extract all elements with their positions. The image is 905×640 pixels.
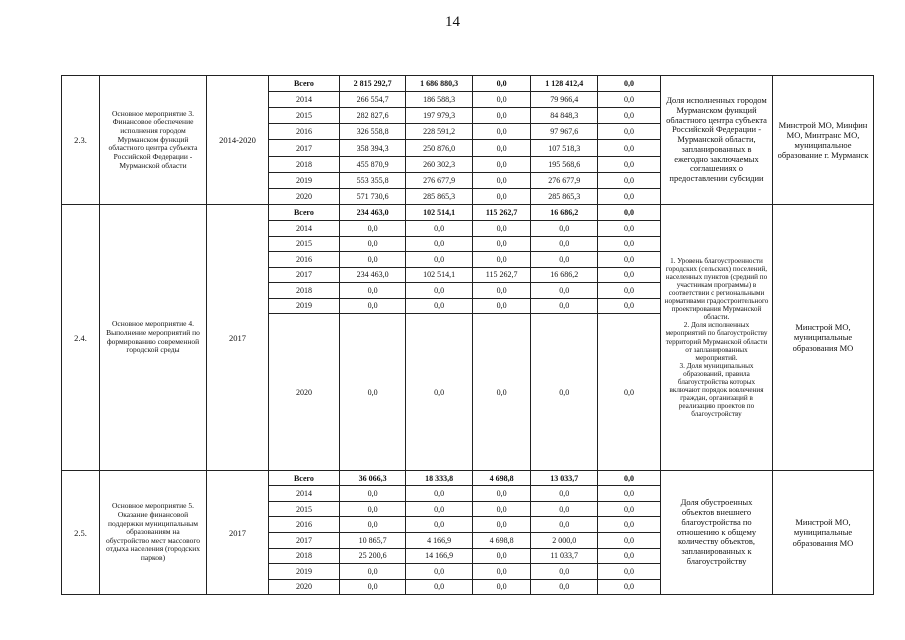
finance-year-cell: 2016 — [269, 252, 339, 268]
finance-value-cell: 16 686,2 — [531, 205, 597, 221]
finance-value-cell: 0,0 — [339, 564, 405, 580]
indicator-item: 1. Уровень благоустроенности городских (сельских) поселений, населенных пунктов (средний по участникам программы) в соответствии с региональными нормативами градостроительного проектирования Мурманской области. — [664, 256, 769, 322]
finance-value-cell: 0,0 — [531, 236, 597, 252]
finance-value-cell: 0,0 — [472, 124, 531, 140]
page-number: 14 — [445, 14, 460, 30]
finance-value-cell: 1 128 412,4 — [531, 76, 597, 91]
finance-year-row — [269, 108, 660, 124]
indicator-text — [661, 205, 773, 471]
finance-year-cell: Всего — [269, 76, 339, 91]
finance-year-cell: 2016 — [269, 517, 339, 533]
finance-value-cell: 0,0 — [339, 236, 405, 252]
finance-value-cell: 0,0 — [597, 156, 660, 172]
finance-value-cell: 0,0 — [406, 252, 472, 268]
finance-value-cell: 14 166,9 — [406, 548, 472, 564]
finance-year-row — [269, 579, 660, 594]
finance-value-cell: 36 066,3 — [339, 471, 405, 486]
finance-value-cell: 276 677,9 — [406, 172, 472, 188]
finance-value-cell: 0,0 — [472, 283, 531, 299]
finance-value-cell: 1 686 880,3 — [406, 76, 472, 91]
finance-value-cell: 13 033,7 — [531, 471, 597, 486]
finance-total-row — [269, 205, 660, 221]
finance-value-cell: 0,0 — [597, 108, 660, 124]
finance-year-cell: 2020 — [269, 189, 339, 204]
finance-year-row — [269, 156, 660, 172]
finance-year-cell: 2015 — [269, 236, 339, 252]
finance-value-cell: 0,0 — [406, 501, 472, 517]
finance-value-cell: 186 588,3 — [406, 91, 472, 107]
finance-value-cell: 115 262,7 — [472, 267, 531, 283]
finance-value-cell: 0,0 — [531, 252, 597, 268]
finance-value-cell: 0,0 — [597, 314, 660, 471]
finance-value-cell: 4 698,8 — [472, 532, 531, 548]
finance-value-cell: 2 000,0 — [531, 532, 597, 548]
finance-year-cell: 2017 — [269, 267, 339, 283]
finance-value-cell: 0,0 — [339, 252, 405, 268]
finance-value-cell: 0,0 — [472, 564, 531, 580]
finance-value-cell: 0,0 — [472, 548, 531, 564]
finance-value-cell: 102 514,1 — [406, 267, 472, 283]
finance-cell — [269, 471, 661, 595]
finance-year-cell: 2018 — [269, 156, 339, 172]
executor: Минстрой МО, муниципальные образования МО — [773, 471, 874, 595]
finance-year-cell: 2015 — [269, 501, 339, 517]
finance-value-cell: 0,0 — [339, 486, 405, 502]
finance-year-cell: 2020 — [269, 314, 339, 471]
table-row — [62, 205, 874, 471]
finance-year-row — [269, 501, 660, 517]
finance-value-cell: 0,0 — [472, 298, 531, 314]
finance-value-cell: 0,0 — [597, 471, 660, 486]
table-row — [62, 471, 874, 595]
finance-value-cell: 0,0 — [339, 298, 405, 314]
finance-value-cell: 0,0 — [597, 91, 660, 107]
finance-value-cell: 0,0 — [472, 236, 531, 252]
finance-total-row — [269, 471, 660, 486]
measure-name: Основное мероприятие 5. Оказание финансовой поддержки муниципальным образованиям на обустройство мест массового отдыха населения (городских парков) — [100, 471, 207, 595]
finance-value-cell: 282 827,6 — [339, 108, 405, 124]
finance-year-cell: 2015 — [269, 108, 339, 124]
finance-table — [269, 471, 660, 594]
finance-year-cell: 2018 — [269, 283, 339, 299]
finance-year-cell: 2019 — [269, 172, 339, 188]
finance-value-cell: 4 166,9 — [406, 532, 472, 548]
finance-value-cell: 0,0 — [531, 314, 597, 471]
finance-value-cell: 0,0 — [597, 189, 660, 204]
finance-year-cell: 2014 — [269, 221, 339, 237]
finance-value-cell: 455 870,9 — [339, 156, 405, 172]
finance-value-cell: 0,0 — [597, 252, 660, 268]
finance-year-cell: 2019 — [269, 298, 339, 314]
finance-value-cell: 0,0 — [472, 108, 531, 124]
finance-value-cell: 11 033,7 — [531, 548, 597, 564]
finance-year-cell: 2018 — [269, 548, 339, 564]
finance-value-cell: 0,0 — [597, 76, 660, 91]
finance-value-cell: 0,0 — [339, 579, 405, 594]
row-number: 2.5. — [62, 471, 100, 595]
indicator-item: Доля исполненных городом Мурманском функций областного центра субъекта Российской Федерации - Мурманской области, запланированных в ежегодно заключаемых соглашениях о предоставлении субсидии — [666, 95, 767, 184]
finance-value-cell: 0,0 — [472, 156, 531, 172]
finance-value-cell: 0,0 — [597, 501, 660, 517]
finance-value-cell: 0,0 — [597, 267, 660, 283]
finance-value-cell: 4 698,8 — [472, 471, 531, 486]
finance-year-cell: 2020 — [269, 579, 339, 594]
finance-value-cell: 0,0 — [472, 172, 531, 188]
finance-value-cell: 0,0 — [597, 298, 660, 314]
finance-year-cell: 2017 — [269, 532, 339, 548]
finance-value-cell: 0,0 — [472, 517, 531, 533]
finance-value-cell: 234 463,0 — [339, 267, 405, 283]
finance-value-cell: 2 815 292,7 — [339, 76, 405, 91]
finance-value-cell: 285 865,3 — [531, 189, 597, 204]
finance-value-cell: 0,0 — [406, 579, 472, 594]
finance-value-cell: 0,0 — [597, 532, 660, 548]
finance-value-cell: 0,0 — [339, 283, 405, 299]
finance-year-row — [269, 221, 660, 237]
measure-name: Основное мероприятие 4. Выполнение мероприятий по формированию современной городской среды — [100, 205, 207, 471]
finance-value-cell: 0,0 — [339, 314, 405, 471]
finance-value-cell: 0,0 — [531, 517, 597, 533]
indicator-item: 2. Доля исполненных мероприятий по благоустройству территорий Мурманской области от запланированных мероприятий. — [665, 321, 768, 362]
finance-year-cell: 2014 — [269, 486, 339, 502]
finance-value-cell: 102 514,1 — [406, 205, 472, 221]
finance-value-cell: 0,0 — [531, 283, 597, 299]
finance-value-cell: 250 876,0 — [406, 140, 472, 156]
finance-value-cell: 0,0 — [597, 124, 660, 140]
finance-year-row — [269, 314, 660, 471]
finance-value-cell: 16 686,2 — [531, 267, 597, 283]
finance-year-cell: Всего — [269, 205, 339, 221]
table-row — [62, 76, 874, 205]
finance-year-row — [269, 124, 660, 140]
finance-value-cell: 0,0 — [472, 140, 531, 156]
row-number: 2.4. — [62, 205, 100, 471]
finance-value-cell: 0,0 — [339, 501, 405, 517]
finance-value-cell: 0,0 — [531, 579, 597, 594]
executor: Минстрой МО, Минфин МО, Минтранс МО, муниципальное образование г. Мурманск — [773, 76, 874, 205]
finance-value-cell: 0,0 — [472, 486, 531, 502]
finance-table — [269, 76, 660, 204]
finance-value-cell: 0,0 — [597, 548, 660, 564]
finance-year-row — [269, 517, 660, 533]
finance-value-cell: 0,0 — [597, 205, 660, 221]
finance-value-cell: 0,0 — [406, 298, 472, 314]
finance-year-row — [269, 532, 660, 548]
finance-value-cell: 0,0 — [531, 501, 597, 517]
finance-value-cell: 0,0 — [531, 564, 597, 580]
finance-year-row — [269, 298, 660, 314]
finance-value-cell: 0,0 — [472, 252, 531, 268]
finance-value-cell: 107 518,3 — [531, 140, 597, 156]
finance-value-cell: 0,0 — [406, 236, 472, 252]
indicator-text — [661, 471, 773, 595]
finance-value-cell: 0,0 — [472, 76, 531, 91]
finance-value-cell: 0,0 — [339, 221, 405, 237]
finance-year-row — [269, 236, 660, 252]
finance-value-cell: 79 966,4 — [531, 91, 597, 107]
finance-value-cell: 260 302,3 — [406, 156, 472, 172]
finance-value-cell: 0,0 — [472, 314, 531, 471]
finance-value-cell: 197 979,3 — [406, 108, 472, 124]
indicator-item: 3. Доля муниципальных образований, правила благоустройства которых включают порядок вовлечения граждан, организаций в реализацию проектов по благоустройству — [669, 361, 764, 419]
finance-value-cell: 0,0 — [597, 564, 660, 580]
finance-total-row — [269, 76, 660, 91]
finance-table — [269, 205, 660, 470]
finance-value-cell: 0,0 — [597, 140, 660, 156]
finance-cell — [269, 76, 661, 205]
measure-name: Основное мероприятие 3. Финансовое обеспечение исполнения городом Мурманском функций областного центра субъекта Российской Федерации - Мурманской области — [100, 76, 207, 205]
finance-year-row — [269, 548, 660, 564]
implementation-period: 2014-2020 — [207, 76, 269, 205]
finance-year-row — [269, 189, 660, 204]
finance-year-cell: 2017 — [269, 140, 339, 156]
finance-value-cell: 195 568,6 — [531, 156, 597, 172]
finance-value-cell: 0,0 — [472, 221, 531, 237]
finance-value-cell: 10 865,7 — [339, 532, 405, 548]
implementation-period: 2017 — [207, 471, 269, 595]
finance-year-row — [269, 172, 660, 188]
finance-year-row — [269, 283, 660, 299]
finance-value-cell: 0,0 — [406, 221, 472, 237]
finance-value-cell: 276 677,9 — [531, 172, 597, 188]
finance-value-cell: 0,0 — [472, 189, 531, 204]
executor: Минстрой МО, муниципальные образования МО — [773, 205, 874, 471]
finance-value-cell: 0,0 — [472, 91, 531, 107]
finance-value-cell: 0,0 — [406, 517, 472, 533]
finance-value-cell: 0,0 — [406, 564, 472, 580]
finance-value-cell: 84 848,3 — [531, 108, 597, 124]
finance-year-row — [269, 91, 660, 107]
finance-value-cell: 115 262,7 — [472, 205, 531, 221]
finance-value-cell: 0,0 — [597, 517, 660, 533]
finance-value-cell: 0,0 — [339, 517, 405, 533]
finance-value-cell: 25 200,6 — [339, 548, 405, 564]
finance-value-cell: 0,0 — [597, 579, 660, 594]
finance-value-cell: 0,0 — [597, 236, 660, 252]
finance-value-cell: 571 730,6 — [339, 189, 405, 204]
finance-value-cell: 0,0 — [406, 486, 472, 502]
program-table — [61, 75, 873, 594]
finance-year-row — [269, 140, 660, 156]
program-measures-table — [61, 75, 874, 595]
finance-value-cell: 326 558,8 — [339, 124, 405, 140]
row-number: 2.3. — [62, 76, 100, 205]
finance-value-cell: 553 355,8 — [339, 172, 405, 188]
indicator-text — [661, 76, 773, 205]
finance-year-cell: 2014 — [269, 91, 339, 107]
finance-year-cell: 2019 — [269, 564, 339, 580]
finance-value-cell: 0,0 — [472, 501, 531, 517]
finance-year-cell: Всего — [269, 471, 339, 486]
finance-value-cell: 0,0 — [597, 172, 660, 188]
finance-value-cell: 0,0 — [531, 486, 597, 502]
finance-value-cell: 0,0 — [472, 579, 531, 594]
finance-cell — [269, 205, 661, 471]
finance-value-cell: 0,0 — [531, 298, 597, 314]
finance-year-row — [269, 252, 660, 268]
finance-year-row — [269, 564, 660, 580]
implementation-period: 2017 — [207, 205, 269, 471]
finance-value-cell: 358 394,3 — [339, 140, 405, 156]
finance-value-cell: 0,0 — [597, 283, 660, 299]
finance-value-cell: 18 333,8 — [406, 471, 472, 486]
finance-value-cell: 234 463,0 — [339, 205, 405, 221]
finance-value-cell: 228 591,2 — [406, 124, 472, 140]
finance-value-cell: 0,0 — [597, 221, 660, 237]
finance-value-cell: 0,0 — [406, 283, 472, 299]
finance-value-cell: 266 554,7 — [339, 91, 405, 107]
finance-value-cell: 97 967,6 — [531, 124, 597, 140]
finance-value-cell: 0,0 — [531, 221, 597, 237]
finance-year-row — [269, 267, 660, 283]
finance-year-cell: 2016 — [269, 124, 339, 140]
finance-value-cell: 0,0 — [597, 486, 660, 502]
finance-value-cell: 0,0 — [406, 314, 472, 471]
indicator-item: Доля обустроенных объектов внешнего благоустройства по отношению к общему количеству объектов, запланированных к благоустройству — [676, 497, 757, 566]
finance-value-cell: 285 865,3 — [406, 189, 472, 204]
finance-year-row — [269, 486, 660, 502]
